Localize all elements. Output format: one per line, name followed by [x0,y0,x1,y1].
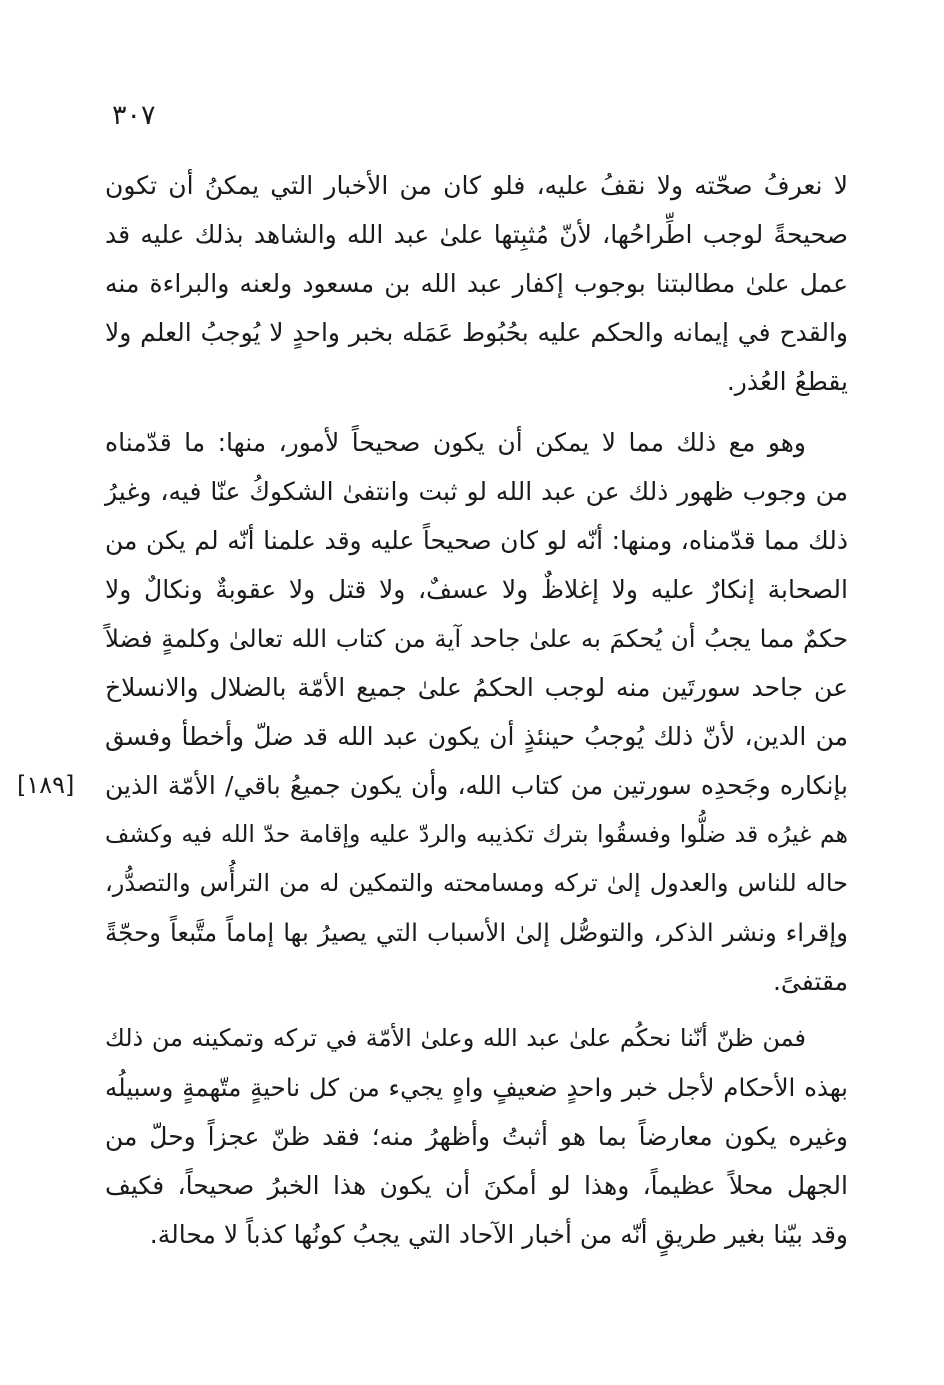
text-line: وغيره يكون معارضاً بما هو أثبتُ وأظهرُ منه؛ فقد ظنّ عجزاً وحلّ من [105,1122,848,1151]
page-number: ٣٠٧ [112,100,156,131]
text-line: الجهل محلاً عظيماً، وهذا لو أمكنَ أن يكون هذا الخبرُ صحيحاً، فكيف [105,1171,848,1200]
text-line: ذلك مما قدّمناه، ومنها: أنّه لو كان صحيحاً عليه وقد علمنا أنّه لم يكن من [105,526,848,555]
margin-page-reference: [١٨٩] [17,771,75,799]
text-line-with-margin-note [17,761,848,810]
body-text [17,161,848,1259]
text-line: حكمٌ مما يجبُ أن يُحكمَ به علىٰ جاحد آية من كتاب الله تعالىٰ وكلمةٍ فضلاً [105,624,848,653]
text-line: صحيحةً لوجب اطِّراحُها، لأنّ مُثبِتها علىٰ عبد الله والشاهد بذلك عليه قد [105,220,848,249]
text-line: وهو مع ذلك مما لا يمكن أن يكون صحيحاً لأمور، منها: ما قدّمناه [105,428,806,457]
paragraph [17,418,848,1006]
text-line: من الدين، لأنّ ذلك يُوجبُ حينئذٍ أن يكون عبد الله قد ضلّ وأخطأ وفسق [105,722,848,751]
text-line: الصحابة إنكارٌ عليه ولا إغلاظٌ ولا عسفٌ، ولا قتل ولا عقوبةٌ ونكالٌ ولا [105,575,848,604]
text-line: لا نعرفُ صحّته ولا نقفُ عليه، فلو كان من الأخبار التي يمكنُ أن تكون [105,171,848,200]
text-line: هم غيرُه قد ضلُّوا وفسقُوا بترك تكذيبه والردّ عليه وإقامة حدّ الله فيه وكشف [105,820,848,848]
text-line: بهذه الأحكام لأجل خبر واحدٍ ضعيفٍ واهٍ يجيء من كل ناحيةٍ متّهمةٍ وسبيلُه [105,1073,848,1102]
paragraph [105,1014,848,1259]
text-line: يقطعُ العُذر. [726,367,848,396]
text-line: حاله للناس والعدول إلىٰ تركه ومسامحته والتمكين له من الترأُس والتصدُّر، [105,869,848,897]
text-line: عمل علىٰ مطالبتنا بوجوب إكفار عبد الله بن مسعود ولعنه والبراءة منه [105,269,848,298]
text-line: فمن ظنّ أنّنا نحكُم علىٰ عبد الله وعلىٰ الأمّة في تركه وتمكينه من ذلك [105,1024,806,1052]
text-line: مقتفىً. [772,967,848,996]
text-line-content: بإنكاره وجَحدِه سورتين من كتاب الله، وأن يكون جميعُ باقي/ الأمّة الذين [105,771,848,800]
paragraph [105,161,848,406]
text-line: وقد بيّنا بغير طريقٍ أنّه من أخبار الآحاد التي يجبُ كونُها كذباً لا محالة. [149,1220,848,1249]
text-line: وإقراء ونشر الذكر، والتوصُّل إلىٰ الأسباب التي يصيرُ بها إماماً متَّبعاً وحجّةً [105,918,848,947]
text-line: من وجوب ظهور ذلك عن عبد الله لو ثبت وانتفىٰ الشكوكُ عنّا فيه، وغيرُ [105,477,848,506]
text-line: عن جاحد سورتَين منه لوجب الحكمُ علىٰ جميع الأمّة بالضلال والانسلاخ [105,673,848,702]
text-line: والقدح في إيمانه والحكم عليه بحُبُوط عَمَله بخبر واحدٍ لا يُوجبُ العلم ولا [105,318,848,347]
